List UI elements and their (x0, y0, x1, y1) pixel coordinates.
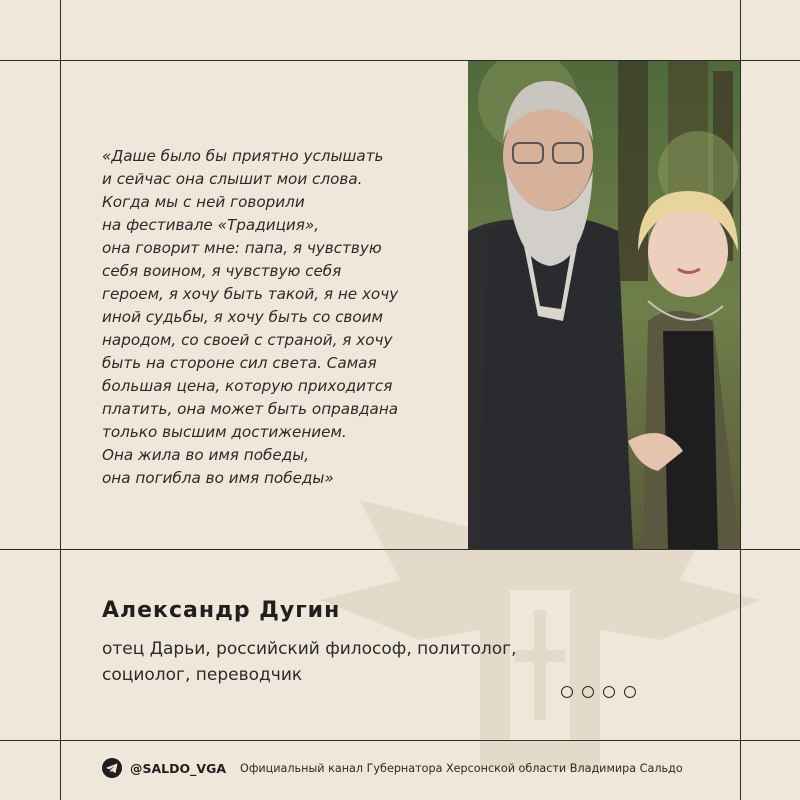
pagination-dot[interactable] (582, 686, 594, 698)
portrait-photo (468, 61, 740, 549)
pagination-dot[interactable] (561, 686, 573, 698)
pagination-dot[interactable] (603, 686, 615, 698)
pagination-dots (561, 686, 636, 698)
quote-text: «Даше было бы приятно услышать и сейчас она слышит мои слова. Когда мы с ней говорили на фестивале «Традиция», она говорит мне: папа, я чувствую себя воином, я чувствую себя героем, я хочу быть такой, я не хочу иной судьбы, я хочу быть со своим народом, со своей с страной, я хочу быть на стороне сил света. Самая большая цена, которую приходится платить, она может быть оправдана только высшим достижением. Она жила во имя победы, она погибла во имя победы» (102, 147, 399, 487)
pagination-dot[interactable] (624, 686, 636, 698)
person-role: отец Дарьи, российский философ, политолог, социолог, переводчик (102, 639, 517, 685)
channel-description: Официальный канал Губернатора Херсонской области Владимира Сальдо (240, 761, 683, 775)
footer (102, 757, 683, 779)
left-divider (60, 0, 61, 800)
channel-handle[interactable]: @SALDO_VGA (130, 760, 227, 776)
telegram-icon[interactable] (102, 758, 122, 778)
person-name: Александр Дугин (102, 598, 341, 623)
